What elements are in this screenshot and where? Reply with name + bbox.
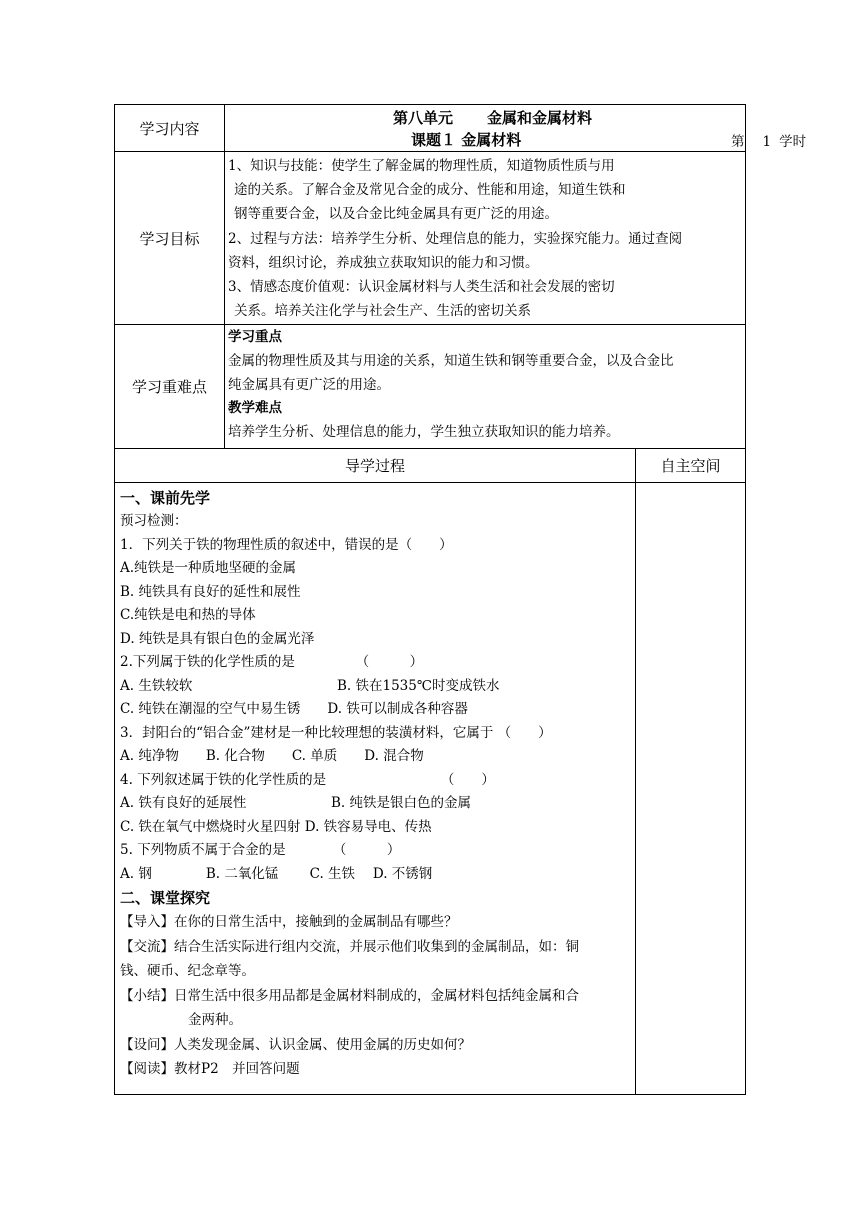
section-inquiry-heading: 二、课堂探究 <box>120 889 211 907</box>
goals-cell <box>225 152 746 325</box>
process-row <box>115 483 746 1095</box>
goal-line: 3、情感态度价值观：认识金属材料与人类生活和社会发展的密切 <box>228 279 615 296</box>
question-3-options: A. 纯净物 B. 化合物 C. 单质 D. 混合物 <box>120 748 424 764</box>
question-2-options-cd: C. 纯铁在潮湿的空气中易生锈 D. 铁可以制成各种容器 <box>120 701 468 717</box>
goal-line: 途的关系。了解合金及常见合金的成分、性能和用途，知道生铁和 <box>234 182 626 199</box>
goal-line: 1、知识与技能：使学生了解金属的物理性质，知道物质性质与用 <box>228 158 615 174</box>
preview-label: 预习检测： <box>120 513 188 529</box>
question-3: 3．封阳台的“铝合金”建材是一种比较理想的装潢材料，它属于 （ ） <box>120 724 552 741</box>
focus-title: 学习重点 <box>228 329 282 345</box>
difficulty-title: 教学难点 <box>228 400 282 417</box>
question-2-option-a: A. 生铁较软 <box>120 677 193 694</box>
question-1-option: C.纯铁是电和热的导体 <box>120 607 256 623</box>
content-row <box>115 105 746 152</box>
focus-line: 金属的物理性质及其与用途的关系，知道生铁和钢等重要合金，以及合金比 <box>228 353 674 369</box>
intro-line: 【导入】在你的日常生活中，接触到的金属制品有哪些？ <box>120 914 458 930</box>
section-preview-heading: 一、课前先学 <box>120 489 211 507</box>
self-space-cell <box>636 483 746 1095</box>
period-prefix: 第 <box>731 134 745 150</box>
unit-title: 金属和金属材料 <box>487 109 593 127</box>
process-header-row <box>115 449 746 483</box>
reading-line: 【阅读】教材P2 并回答问题 <box>120 1061 300 1077</box>
question-1-option: D. 纯铁是具有银白色的金属光泽 <box>120 630 315 647</box>
keypoints-cell <box>225 325 746 449</box>
question-4-options-cd: C. 铁在氧气中燃烧时火星四射 D. 铁容易导电、传热 <box>120 818 432 835</box>
content-cell <box>225 105 807 152</box>
difficulty-line: 培养学生分析、处理信息的能力，学生独立获取知识的能力培养。 <box>228 424 620 441</box>
exchange-line: 钱、硬币、纪念章等。 <box>120 963 255 979</box>
keypoints-label: 学习重难点 <box>115 325 225 449</box>
exchange-line: 【交流】结合生活实际进行组内交流，并展示他们收集到的金属制品，如：铜 <box>120 938 579 955</box>
question-2-options-ab <box>120 675 635 699</box>
unit-number: 第八单元 <box>393 109 454 127</box>
process-header: 导学过程 <box>115 449 636 483</box>
period-info <box>731 130 806 150</box>
topic-title: 课题１ 金属材料 <box>411 131 522 149</box>
question-4-option-a: A. 铁有良好的延展性 <box>120 795 247 811</box>
summary-line: 金两种。 <box>188 1012 242 1028</box>
process-cell <box>115 483 636 1095</box>
lesson-plan-table <box>114 104 807 1095</box>
unit-heading <box>393 107 592 128</box>
question-4-options-ab <box>120 792 635 816</box>
question-1-option: A.纯铁是一种质地坚硬的金属 <box>120 560 297 576</box>
question-1: 1．下列关于铁的物理性质的叙述中，错误的是（ ） <box>120 536 453 553</box>
question-line: 【设问】人类发现金属、认识金属、使用金属的历史如何？ <box>120 1036 471 1053</box>
goal-line: 2、过程与方法：培养学生分析、处理信息的能力，实验探究能力。通过查阅 <box>228 230 683 247</box>
summary-line: 【小结】日常生活中很多用品都是金属材料制成的，金属材料包括纯金属和合 <box>120 987 579 1004</box>
goals-row <box>115 152 746 325</box>
question-2: 2.下列属于铁的化学性质的是 （ ） <box>120 654 424 670</box>
question-5: 5. 下列物质不属于合金的是 （ ） <box>120 842 401 858</box>
goals-label: 学习目标 <box>115 152 225 325</box>
goal-line: 资料，组织讨论，养成独立获取知识的能力和习惯。 <box>228 254 539 271</box>
focus-line: 纯金属具有更广泛的用途。 <box>228 377 390 394</box>
self-space-header: 自主空间 <box>636 449 746 483</box>
question-5-options: A. 钢 B. 二氧化锰 C. 生铁 D. 不锈钢 <box>120 865 433 882</box>
period-suffix: 学时 <box>779 134 807 150</box>
question-4: 4. 下列叙述属于铁的化学性质的是 （ ） <box>120 771 495 788</box>
question-4-option-b: B. 纯铁是银白色的金属 <box>331 795 472 811</box>
keypoints-row <box>115 325 746 449</box>
goal-line: 钢等重要合金，以及合金比纯金属具有更广泛的用途。 <box>234 206 558 223</box>
question-1-option: B. 纯铁具有良好的延性和展性 <box>120 583 301 600</box>
period-number: 1 <box>762 134 772 150</box>
content-label: 学习内容 <box>115 105 225 152</box>
goal-line: 关系。培养关注化学与社会生产、生活的密切关系 <box>234 303 531 320</box>
question-2-option-b: B. 铁在1535℃时变成铁水 <box>337 677 500 694</box>
